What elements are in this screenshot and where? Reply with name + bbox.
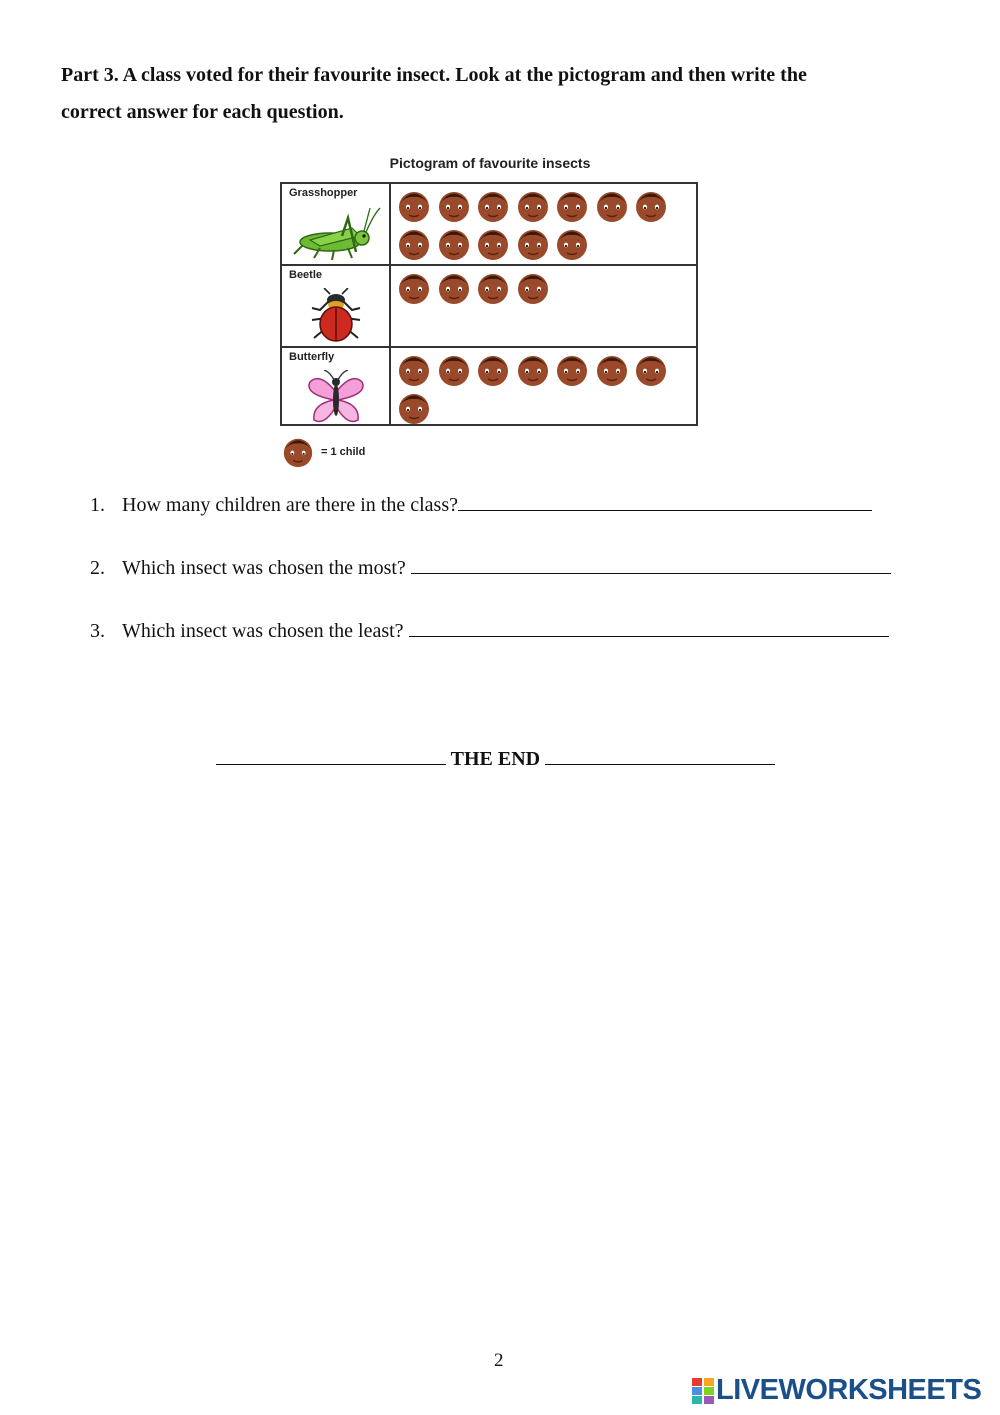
child-face-icon [515, 352, 551, 388]
question-number: 2. [90, 557, 105, 579]
child-face-icon [396, 226, 432, 262]
answer-blank-3[interactable] [409, 616, 889, 637]
child-face-icon [396, 270, 432, 306]
child-face-icon [436, 226, 472, 262]
category-label: Beetle [289, 269, 323, 281]
liveworksheets-logo-icon [692, 1378, 714, 1404]
instructions-line-2: correct answer for each question. [61, 101, 344, 123]
question-text: Which insect was chosen the most? [122, 557, 411, 579]
the-end [216, 742, 775, 771]
child-face-icon [515, 270, 551, 306]
grasshopper-icon [290, 206, 382, 262]
child-face-icon [396, 390, 432, 426]
row-beetle [282, 266, 696, 348]
chart-title: Pictogram of favourite insects [389, 155, 591, 171]
question-number: 3. [90, 620, 105, 642]
question-number: 1. [90, 494, 105, 516]
question-text: How many children are there in the class? [122, 494, 458, 516]
child-face-icon [554, 226, 590, 262]
child-face-icon [436, 188, 472, 224]
label-cell-grasshopper [282, 184, 391, 264]
child-face-icon [554, 352, 590, 388]
child-face-icon [475, 270, 511, 306]
child-face-icon [475, 188, 511, 224]
label-cell-butterfly [282, 348, 391, 426]
divider-line [216, 742, 446, 765]
child-face-icon [515, 188, 551, 224]
question-text: Which insect was chosen the least? [122, 620, 409, 642]
child-face-icon [475, 226, 511, 262]
pictogram [280, 155, 700, 458]
answer-blank-1[interactable] [458, 490, 872, 511]
butterfly-icon [290, 370, 382, 426]
question-2 [90, 553, 891, 580]
child-face-icon [554, 188, 590, 224]
row-butterfly [282, 348, 696, 426]
key-label: = 1 child [321, 446, 366, 458]
category-label: Butterfly [289, 351, 335, 363]
child-face-icon [633, 188, 669, 224]
child-face-icon [280, 435, 316, 469]
question-1 [90, 490, 872, 517]
child-face-icon [436, 270, 472, 306]
answer-blank-2[interactable] [411, 553, 891, 574]
category-label: Grasshopper [289, 187, 358, 199]
beetle-icon [290, 288, 382, 344]
pictogram-grid [280, 182, 698, 426]
child-face-icon [475, 352, 511, 388]
child-face-icon [396, 188, 432, 224]
instructions-line-1: Part 3. A class voted for their favourite insect. Look at the pictogram and then write the [61, 64, 807, 86]
row-grasshopper [282, 184, 696, 266]
child-face-icon [633, 352, 669, 388]
brand-text: LIVEWORKSHEETS [716, 1374, 982, 1406]
the-end-text: THE END [446, 748, 546, 770]
question-3 [90, 616, 889, 643]
child-face-icon [594, 352, 630, 388]
child-face-icon [515, 226, 551, 262]
label-cell-beetle [282, 266, 391, 346]
instructions [61, 57, 941, 131]
child-face-icon [436, 352, 472, 388]
page-number: 2 [494, 1350, 504, 1371]
child-face-icon [594, 188, 630, 224]
divider-line [545, 742, 775, 765]
child-face-icon [396, 352, 432, 388]
